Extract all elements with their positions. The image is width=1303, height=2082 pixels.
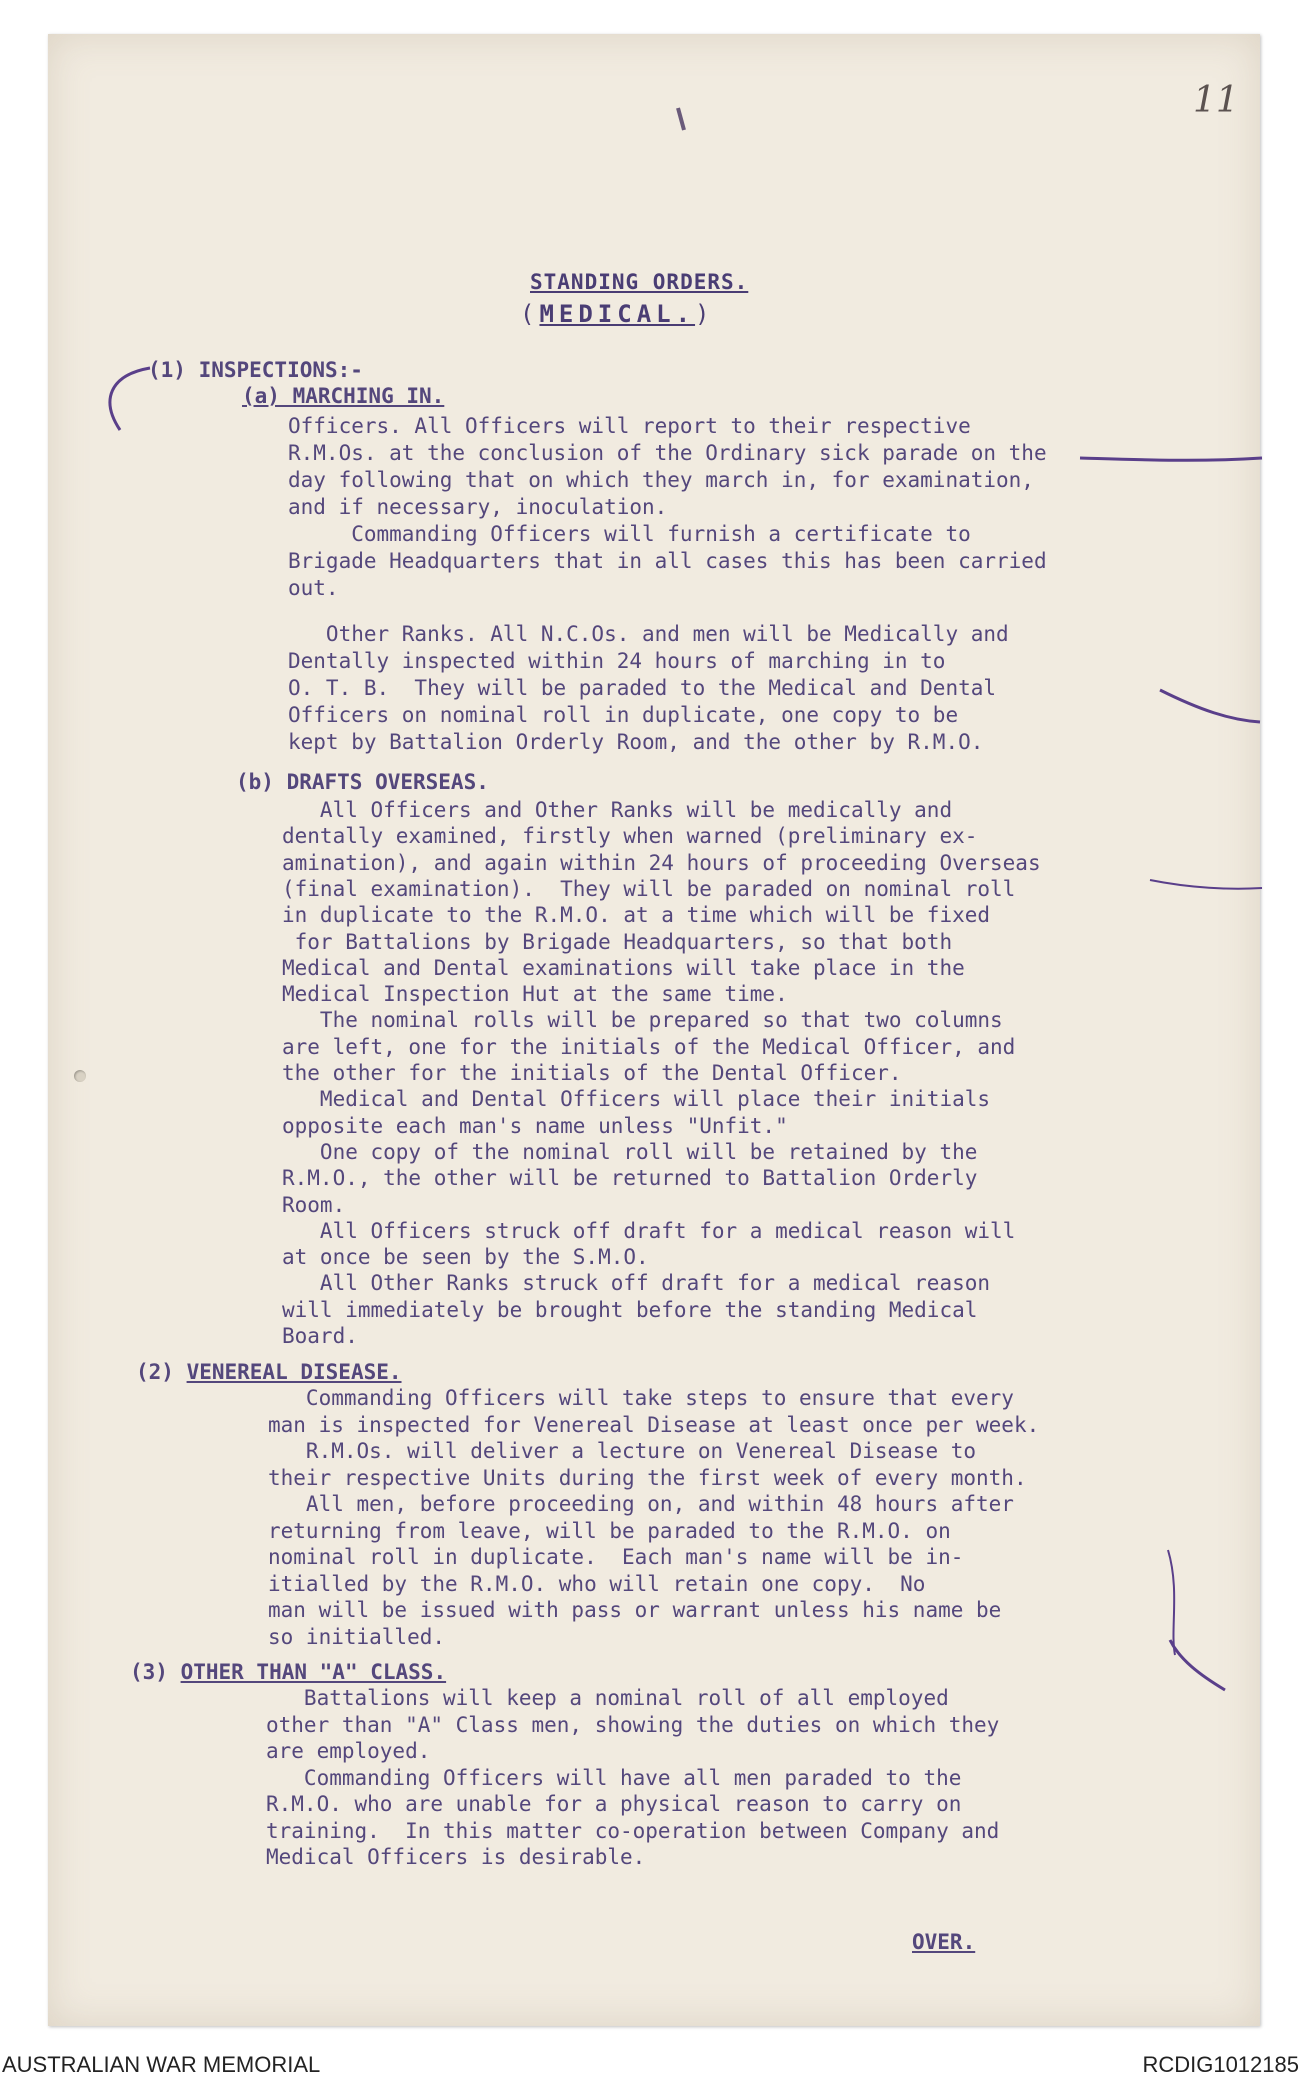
section-1a-heading: (a) MARCHING IN.	[242, 384, 445, 408]
text-line: their respective Units during the first week of every month.	[268, 1465, 1027, 1490]
text-line: All men, before proceeding on, and within 48 hours after	[268, 1492, 1014, 1516]
text-line: day following that on which they march in, for examination,	[288, 468, 1034, 492]
text-line: (final examination). They will be paraded on nominal roll	[282, 876, 1016, 901]
footer-credit: AUSTRALIAN WAR MEMORIAL	[2, 2052, 321, 2077]
text-line: returning from leave, will be paraded to the R.M.O. on	[268, 1518, 951, 1543]
section-3-heading: (3) OTHER THAN "A" CLASS.	[130, 1660, 447, 1684]
text-line: O. T. B. They will be paraded to the Medical and Dental	[288, 676, 997, 700]
text-line: Other Ranks. All N.C.Os. and men will be Medically and	[288, 622, 1009, 646]
text-line: All Officers and Other Ranks will be medically and	[282, 798, 953, 822]
text-line: are left, one for the initials of the Medical Officer, and	[282, 1034, 1016, 1059]
text-line: will immediately be brought before the standing Medical	[282, 1297, 978, 1322]
document-title: STANDING ORDERS.	[530, 270, 749, 294]
text-line: R.M.O., the other will be returned to Battalion Orderly	[282, 1166, 978, 1191]
text-line: itialled by the R.M.O. who will retain one copy. No	[268, 1571, 926, 1596]
text-line: in duplicate to the R.M.O. at a time which will be fixed	[282, 903, 991, 928]
text-line: Commanding Officers will furnish a certificate to	[288, 522, 971, 546]
text-line: are employed.	[266, 1739, 431, 1763]
text-line: One copy of the nominal roll will be retained by the	[282, 1139, 978, 1164]
text-line: Room.	[282, 1192, 346, 1217]
section-2-heading: (2) VENEREAL DISEASE.	[136, 1360, 402, 1384]
text-line: man is inspected for Venereal Disease at least once per week.	[268, 1412, 1040, 1437]
footer	[0, 2042, 1303, 2082]
text-line: amination), and again within 24 hours of proceeding Overseas	[282, 850, 1041, 875]
document-subtitle: (MEDICAL.)	[520, 300, 715, 328]
text-line: dentally examined, firstly when warned (preliminary ex-	[282, 824, 978, 849]
text-line: Dentally inspected within 24 hours of marching in to	[288, 649, 946, 673]
text-line: Medical Officers is desirable.	[266, 1845, 646, 1869]
text-line: training. In this matter co-operation between Company and	[266, 1818, 1000, 1843]
text-line: kept by Battalion Orderly Room, and the other by R.M.O.	[288, 730, 984, 754]
text-line: R.M.Os. will deliver a lecture on Venereal Disease to	[268, 1439, 977, 1463]
text-line: All Other Ranks struck off draft for a medical reason	[282, 1271, 991, 1296]
section-1-heading: (1) INSPECTIONS:-	[148, 358, 363, 382]
text-line: other than "A" Class men, showing the duties on which they	[266, 1712, 1000, 1737]
text-line: so initialled.	[268, 1624, 446, 1649]
text-line: Medical and Dental Officers will place their initials	[282, 1087, 991, 1112]
text-line: Brigade Headquarters that in all cases this has been carried	[288, 549, 1047, 573]
text-line: at once be seen by the S.M.O.	[282, 1245, 649, 1270]
text-line: out.	[288, 576, 339, 600]
text-line: Board.	[282, 1324, 358, 1348]
text-line: Commanding Officers will have all men paraded to the	[266, 1765, 962, 1790]
folio-number: 11	[1193, 80, 1239, 121]
text-line: R.M.O. who are unable for a physical reason to carry on	[266, 1792, 962, 1816]
footer-catalog-id: RCDIG1012185	[1142, 2052, 1299, 2077]
text-line: Officers on nominal roll in duplicate, one copy to be	[288, 703, 959, 727]
text-line: the other for the initials of the Dental Officer.	[282, 1061, 902, 1085]
punch-hole	[74, 1070, 86, 1082]
text-line: opposite each man's name unless "Unfit."	[282, 1113, 788, 1138]
text-line: All Officers struck off draft for a medical reason will	[282, 1218, 1016, 1243]
text-line: and if necessary, inoculation.	[288, 495, 668, 519]
text-line: nominal roll in duplicate. Each man's name will be in-	[268, 1545, 964, 1569]
text-line: R.M.Os. at the conclusion of the Ordinary sick parade on the	[288, 441, 1047, 465]
text-line: Commanding Officers will take steps to ensure that every	[268, 1386, 1014, 1410]
text-line: Medical Inspection Hut at the same time.	[282, 982, 788, 1007]
text-line: Officers. All Officers will report to their respective	[288, 414, 971, 438]
text-line: man will be issued with pass or warrant unless his name be	[268, 1598, 1002, 1622]
section-1b-heading: (b) DRAFTS OVERSEAS.	[236, 770, 489, 794]
text-line: The nominal rolls will be prepared so that two columns	[282, 1008, 1003, 1033]
over-label: OVER.	[912, 1930, 976, 1954]
text-line: Medical and Dental examinations will take place in the	[282, 955, 965, 980]
text-line: Battalions will keep a nominal roll of all employed	[266, 1686, 949, 1710]
text-line: for Battalions by Brigade Headquarters, so that both	[282, 929, 953, 954]
